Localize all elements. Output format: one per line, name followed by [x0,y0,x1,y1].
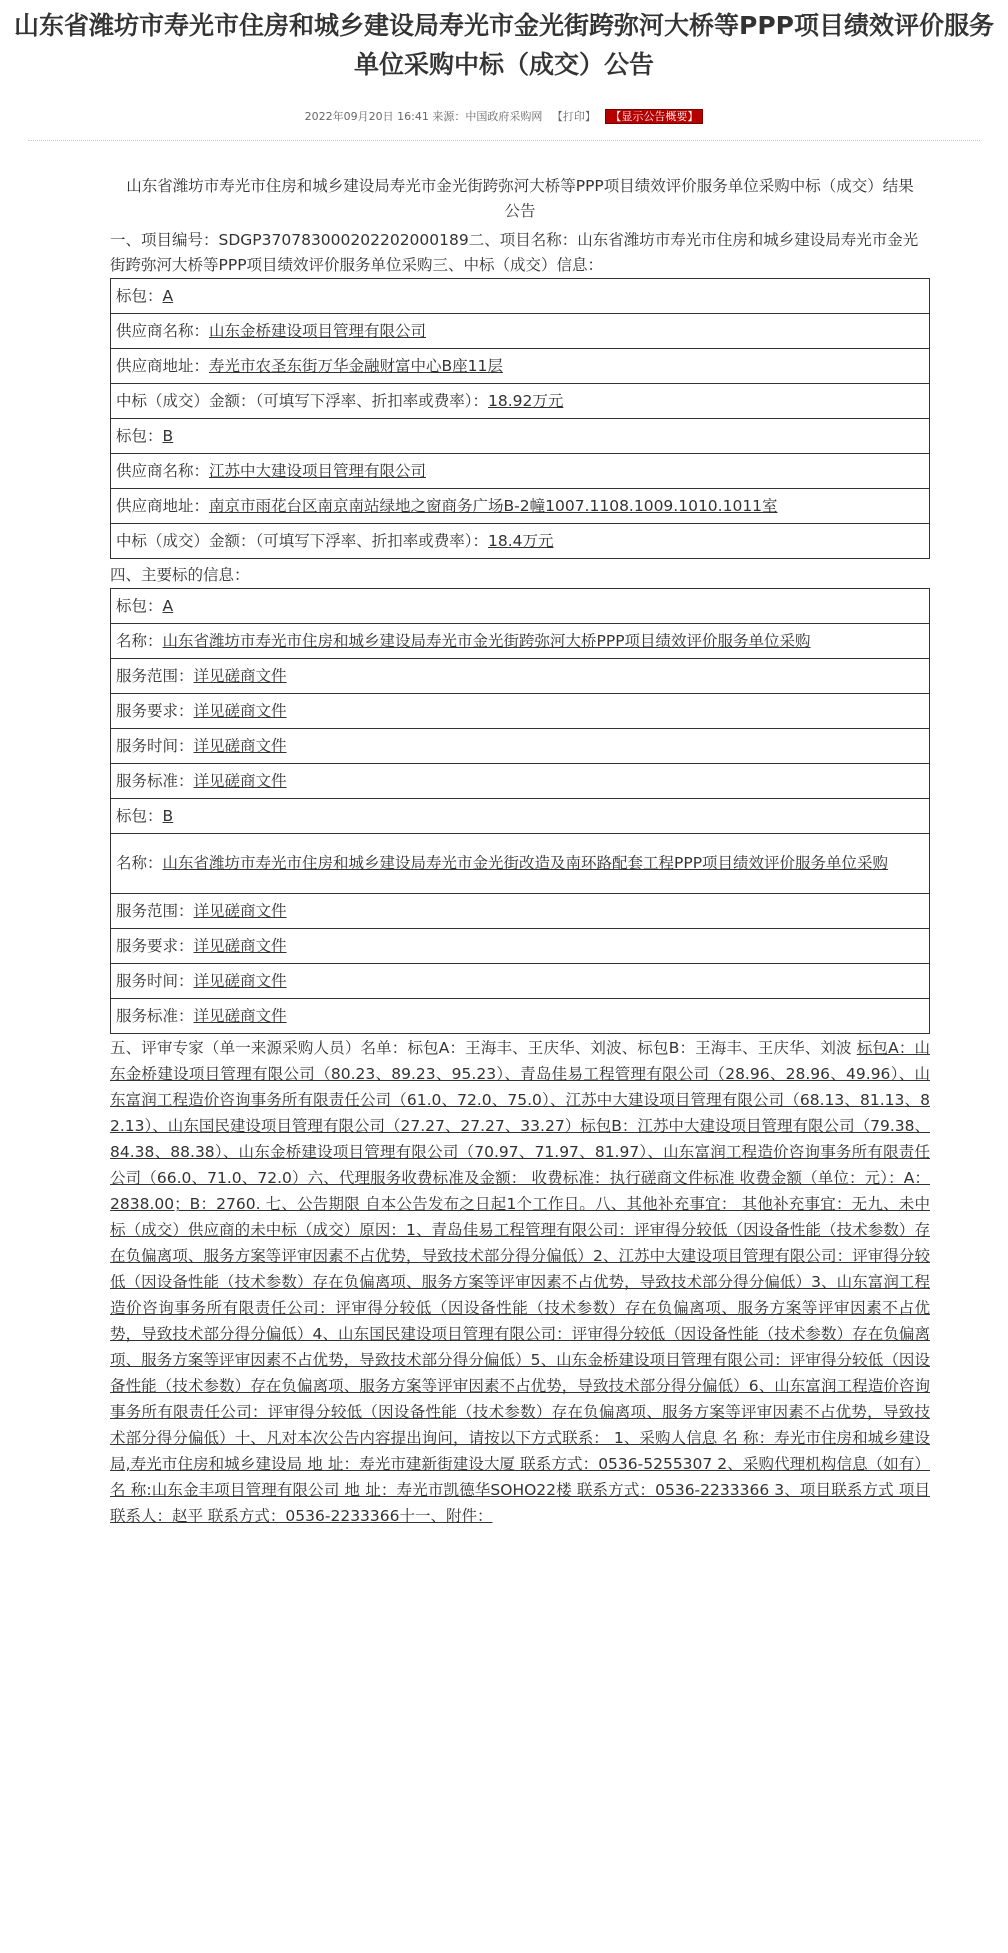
winner-row-cell [111,454,930,489]
field-value: B [162,426,174,445]
field-value: 详见磋商文件 [193,971,287,990]
field-value: 详见磋商文件 [193,771,287,790]
subject-row [111,799,930,834]
subject-row-cell [111,729,930,764]
subject-row-cell [111,929,930,964]
winner-row-cell [111,419,930,454]
field-label: 服务标准： [116,771,194,790]
field-value: A [162,286,174,305]
subject-section-heading: 四、主要标的信息： [110,566,250,584]
field-value: 详见磋商文件 [193,666,287,685]
field-value: B [162,806,174,825]
winner-row [111,349,930,384]
subject-row-cell [111,894,930,929]
field-label: 供应商地址： [116,496,210,515]
print-link[interactable]: 【打印】 [551,110,596,123]
winner-row [111,314,930,349]
field-value: 18.4万元 [488,531,554,550]
header-divider [28,140,980,141]
subject-row [111,894,930,929]
subject-row-cell [111,799,930,834]
page-title: 山东省潍坊市寿光市住房和城乡建设局寿光市金光街跨弥河大桥等PPP项目绩效评价服务单位采购中标（成交）公告 [14,11,994,79]
experts-lead-text: 五、评审专家（单一来源采购人员）名单：标包A：王海丰、王庆华、刘波、标包B：王海丰、王庆华、刘波 [110,1039,857,1057]
subject-row-cell [111,764,930,799]
subject-row [111,624,930,659]
field-label: 服务时间： [116,971,194,990]
subject-row-cell [111,624,930,659]
winner-row [111,419,930,454]
subject-row-cell [111,694,930,729]
field-label: 供应商地址： [116,356,210,375]
field-label: 服务时间： [116,736,194,755]
field-label: 标包： [116,806,163,825]
winner-row-cell [111,314,930,349]
field-label: 服务标准： [116,1006,194,1025]
field-label: 服务范围： [116,666,194,685]
remaining-sections-body: 标包A：山东金桥建设项目管理有限公司（80.23、89.23、95.23）、青岛佳易工程管理有限公司（28.96、28.96、49.96）、山东富润工程造价咨询事务所有限责任公司（61.0、72.0、75.0）、江苏中大建设项目管理有限公司（68.13、81.13、82.13）、山东国民建设项目管理有限公司（27.27、27.27、33.27）标包B：江苏中大建设项目管理有限公司（79.38、84.38、88.38）、山东金桥建设项目管理有限公司（70.97、71.97、81.97）、山东富润工程造价咨询事务所有限责任公司（66.0、71.0、72.0）六、代理服务收费标准及金额： 收费标准：执行磋商文件标准 收费金额（单位：元）：A：2838.00；B：2760. 七、公告期限 自本公告发布之日起1个工作日。八、其他补充事宜： 其他补充事宜：无九、未中标（成交）供应商的未中标（成交）原因：1、青岛佳易工程管理有限公司：评审得分较低（因设备性能（技术参数）存在负偏离项、服务方案等评审因素不占优势，导致技术部分得分偏低）2、江苏中大建设项目管理有限公司：评审得分较低（因设备性能（技术参数）存在负偏离项、服务方案等评审因素不占优势，导致技术部分得分偏低）3、山东富润工程造价咨询事务所有限责任公司：评审得分较低（因设备性能（技术参数）存在负偏离项、服务方案等评审因素不占优势，导致技术部分得分偏低）4、山东国民建设项目管理有限公司：评审得分较低（因设备性能（技术参数）存在负偏离项、服务方案等评审因素不占优势，导致技术部分得分偏低）5、山东金桥建设项目管理有限公司：评审得分较低（因设备性能（技术参数）存在负偏离项、服务方案等评审因素不占优势，导致技术部分得分偏低）6、山东富润工程造价咨询事务所有限责任公司：评审得分较低（因设备性能（技术参数）存在负偏离项、服务方案等评审因素不占优势，导致技术部分得分偏低）十、凡对本次公告内容提出询问，请按以下方式联系： 1、采购人信息 名 称：寿光市住房和城乡建设局,寿光市住房和城乡建设局 地 址：寿光市建新街建设大厦 联系方式：0536-5255307 2、采购代理机构信息（如有） 名 称:山东金丰项目管理有限公司 地 址：寿光市凯德华SOHO22楼 联系方式：0536-2233366 3、项目联系方式 项目联系人：赵平 联系方式：0536-2233366十一、附件： [110,1039,930,1525]
field-value: 18.92万元 [488,391,564,410]
subject-row [111,729,930,764]
field-label: 标包： [116,426,163,445]
field-value: 山东省潍坊市寿光市住房和城乡建设局寿光市金光街改造及南环路配套工程PPP项目绩效评价服务单位采购 [162,854,889,872]
show-summary-button[interactable]: 【显示公告概要】 [605,109,703,124]
field-label: 名称： [116,631,163,650]
field-value: 详见磋商文件 [193,1006,287,1025]
field-label: 服务要求： [116,701,194,720]
publish-date: 2022年09月20日 16:41 [304,110,429,123]
subject-row [111,764,930,799]
subject-info-table [110,588,930,1034]
winner-row-cell [111,384,930,419]
field-value: 详见磋商文件 [193,936,287,955]
field-value: A [162,596,174,615]
winner-row-cell [111,489,930,524]
field-value: 江苏中大建设项目管理有限公司 [209,461,427,480]
winner-row [111,524,930,559]
field-label: 服务要求： [116,936,194,955]
field-label: 名称： [116,854,163,872]
winner-row [111,454,930,489]
subject-row [111,659,930,694]
subject-row [111,929,930,964]
source-label: 来源：中国政府采购网 [432,110,543,123]
subject-row [111,589,930,624]
field-value: 南京市雨花台区南京南站绿地之窗商务广场B-2幢1007.1108.1009.1010.1011室 [209,496,778,515]
winner-row [111,384,930,419]
winner-row-cell [111,349,930,384]
article-meta [0,109,1008,123]
subject-row [111,964,930,999]
field-value: 详见磋商文件 [193,901,287,920]
field-label: 中标（成交）金额：（可填写下浮率、折扣率或费率）： [116,391,489,410]
field-value: 寿光市农圣东街万华金融财富中心B座11层 [209,356,503,375]
field-label: 供应商名称： [116,461,210,480]
subject-row [111,834,930,894]
subject-row [111,694,930,729]
project-info-paragraph: 一、项目编号：SDGP370783000202202000189二、项目名称：山东省潍坊市寿光市住房和城乡建设局寿光市金光街跨弥河大桥等PPP项目绩效评价服务单位采购三、中标（成交）信息： [110,231,919,274]
result-announcement-title: 山东省潍坊市寿光市住房和城乡建设局寿光市金光街跨弥河大桥等PPP项目绩效评价服务单位采购中标（成交）结果公告 [126,177,914,220]
field-label: 标包： [116,286,163,305]
field-label: 中标（成交）金额：（可填写下浮率、折扣率或费率）： [116,531,489,550]
remaining-sections-text [110,1035,930,1740]
field-value: 详见磋商文件 [193,701,287,720]
subject-row-cell [111,964,930,999]
field-label: 标包： [116,596,163,615]
field-label: 供应商名称： [116,321,210,340]
winner-row [111,279,930,314]
winner-info-table [110,278,930,559]
field-value: 山东金桥建设项目管理有限公司 [209,321,427,340]
winner-row-cell [111,279,930,314]
field-value: 山东省潍坊市寿光市住房和城乡建设局寿光市金光街跨弥河大桥PPP项目绩效评价服务单位采购 [162,631,811,650]
field-label: 服务范围： [116,901,194,920]
subject-row-cell [111,589,930,624]
subject-row-cell [111,834,930,894]
subject-row [111,999,930,1034]
subject-row-cell [111,659,930,694]
subject-row-cell [111,999,930,1034]
winner-row-cell [111,524,930,559]
winner-row [111,489,930,524]
field-value: 详见磋商文件 [193,736,287,755]
announcement-body [110,174,930,1740]
